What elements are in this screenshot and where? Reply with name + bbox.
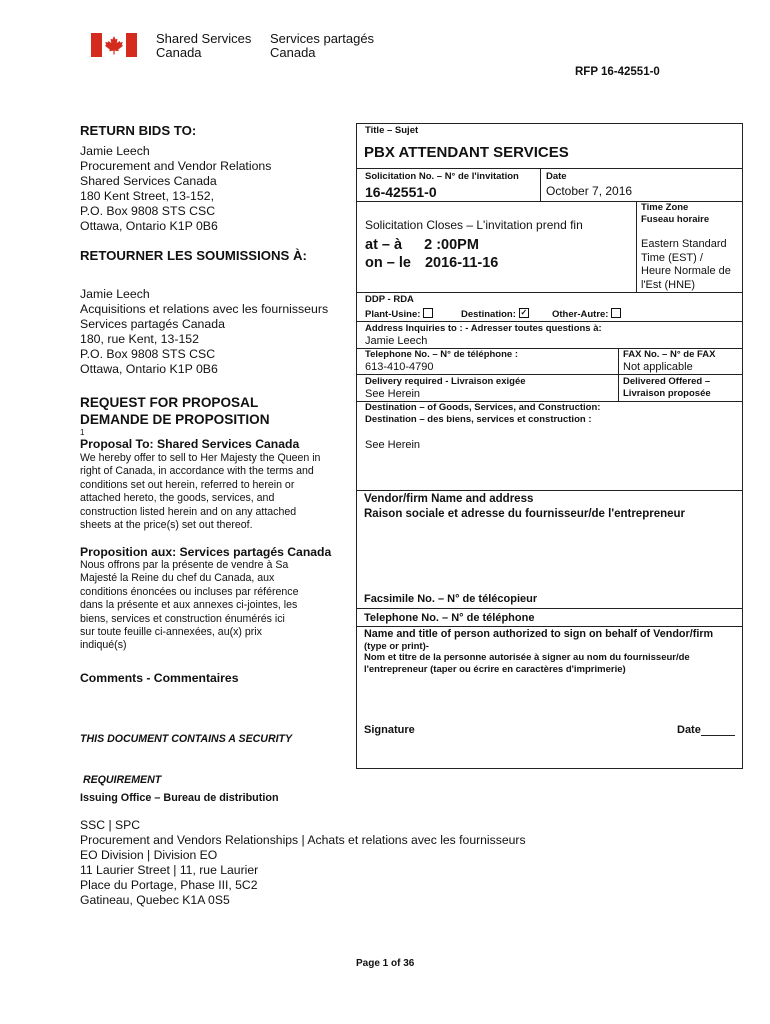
date-value: October 7, 2016: [546, 184, 633, 198]
delivered-offered-line: Livraison proposée: [623, 388, 711, 399]
closes-on-label: on – le: [365, 255, 411, 271]
closes-on: [365, 255, 498, 271]
address-line: 180 Kent Street, 13-152,: [80, 189, 214, 203]
telephone-value: 613-410-4790: [365, 361, 434, 373]
text-line: dans la présente et aux annexes ci-jointes, les: [80, 599, 298, 612]
text-line: indiqué(s): [80, 639, 127, 652]
security-line1: THIS DOCUMENT CONTAINS A SECURITY: [80, 733, 293, 745]
plant-usine-checkbox[interactable]: [423, 308, 433, 318]
text-line: Majesté la Reine du chef du Canada, aux: [80, 572, 275, 585]
plant-usine-option[interactable]: [365, 309, 433, 320]
delivered-offered-line: Delivered Offered –: [623, 376, 711, 387]
other-autre-option[interactable]: [552, 309, 621, 320]
date-sign-label: Date: [677, 724, 701, 736]
divider: [356, 374, 743, 375]
address-line: Shared Services Canada: [80, 174, 217, 188]
timezone-value: [641, 238, 731, 292]
vendor-name-label-fr: Raison sociale et adresse du fournisseur/de l'entrepreneur: [364, 508, 686, 520]
vendor-telephone-field[interactable]: [560, 609, 738, 625]
timezone-line: l'Est (HNE): [641, 278, 696, 291]
timezone-label-en: Time Zone: [641, 202, 689, 213]
small-marker: 1: [80, 428, 85, 437]
issuing-line: Procurement and Vendors Relationships | Achats et relations avec les fournisseurs: [80, 833, 526, 847]
issuing-line: SSC | SPC: [80, 818, 141, 832]
destination-checkbox[interactable]: ✓: [520, 308, 528, 318]
destination-option[interactable]: [461, 309, 529, 320]
title-label: Title – Sujet: [365, 125, 419, 136]
address-line: Acquisitions et relations avec les fournisseurs: [80, 302, 329, 316]
issuing-line: EO Division | Division EO: [80, 848, 218, 862]
other-autre-checkbox[interactable]: [611, 308, 621, 318]
timezone-line: Eastern Standard: [641, 238, 727, 250]
text-line: biens, services et construction énumérés ici: [80, 612, 285, 625]
text-line: construction listed herein and on any attached: [80, 505, 297, 518]
timezone-label-fr: Fuseau horaire: [641, 214, 710, 225]
comments-heading: Comments - Commentaires: [80, 671, 239, 685]
address-line: 180, rue Kent, 13-152: [80, 332, 199, 346]
issuing-line: 11 Laurier Street | 11, rue Laurier: [80, 863, 259, 877]
divider: [636, 201, 637, 292]
address-line: P.O. Box 9808 STS CSC: [80, 204, 216, 218]
closes-at-label: at – à: [365, 237, 403, 253]
ddp-label: DDP - RDA: [365, 294, 414, 305]
address-line: P.O. Box 9808 STS CSC: [80, 347, 216, 361]
issuing-line: Place du Portage, Phase III, 5C2: [80, 878, 258, 892]
org-name-fr-line2: Canada: [270, 45, 316, 60]
address-line: Ottawa, Ontario K1P 0B6: [80, 362, 218, 376]
divider: [540, 168, 541, 201]
text-line: attached hereto, the goods, services, and: [80, 492, 275, 505]
retourner-heading: RETOURNER LES SOUMISSIONS À:: [80, 248, 307, 263]
org-name-en-line1: Shared Services: [156, 31, 252, 46]
address-line: Jamie Leech: [80, 144, 150, 158]
text-line: conditions set out herein, referred to herein or: [80, 478, 295, 491]
vendor-name-label-en: Vendor/firm Name and address: [364, 493, 534, 505]
canada-flag-logo: [91, 33, 137, 57]
authorized-label-fr: [364, 652, 690, 676]
security-line2: REQUIREMENT: [80, 773, 162, 786]
page-number: Page 1 of 36: [356, 958, 415, 969]
closes-on-value: 2016-11-16: [424, 255, 499, 271]
issuing-office-address: [80, 818, 526, 908]
text-line: sur toute feuille ci-annexées, au(x) prix: [80, 626, 262, 639]
return-bids-heading: RETURN BIDS TO:: [80, 123, 197, 138]
address-line: Services partagés Canada: [80, 317, 225, 331]
address-line: Jamie Leech: [80, 287, 150, 301]
text-line: conditions énoncées ou incluses par référence: [80, 585, 299, 598]
proposal-to-heading: Proposal To: Shared Services Canada: [80, 437, 300, 451]
destination-goods-label: [365, 402, 600, 426]
divider: [356, 321, 743, 322]
proposition-heading: Proposition aux: Services partagés Canada: [80, 545, 332, 559]
divider: [356, 168, 743, 169]
fax-value: Not applicable: [623, 361, 693, 373]
timezone-line: Heure Normale de: [641, 265, 731, 277]
address-line: Procurement and Vendor Relations: [80, 159, 272, 173]
vendor-telephone-label: Telephone No. – N° de téléphone: [364, 612, 535, 624]
closes-label: Solicitation Closes – L'invitation prend fin: [365, 218, 583, 232]
issuing-office-heading: Issuing Office – Bureau de distribution: [80, 792, 279, 804]
destination-goods-line: Destination – des biens, services et construction :: [365, 414, 592, 425]
vendor-name-label: [364, 492, 685, 522]
signature-field[interactable]: [420, 718, 650, 738]
authorized-label-fr-line: l'entrepreneur (taper ou écrire en caractères d'imprimerie): [364, 664, 626, 675]
date-label: Date: [546, 171, 567, 182]
text-line: We hereby offer to sell to Her Majesty the Queen in: [80, 452, 321, 464]
divider: [356, 490, 743, 491]
timezone-line: Time (EST) /: [641, 251, 703, 264]
rfp-heading-en: REQUEST FOR PROPOSAL: [80, 395, 259, 410]
facsimile-label: Facsimile No. – N° de télécopieur: [364, 593, 538, 605]
org-name-fr-line1: Services partagés: [270, 31, 375, 46]
rfp-number: RFP 16-42551-0: [575, 66, 660, 78]
text-line: sheets at the price(s) set out thereof.: [80, 519, 253, 532]
address-line: Ottawa, Ontario K1P 0B6: [80, 219, 218, 233]
timezone-label: [641, 202, 709, 226]
fax-label: FAX No. – N° de FAX: [623, 349, 716, 360]
authorized-label-fr-line: Nom et titre de la personne autorisée à signer au nom du fournisseur/de: [364, 652, 690, 663]
destination-label: Destination:: [461, 309, 516, 320]
org-name-en: [156, 32, 251, 60]
org-name-en-line2: Canada: [156, 45, 202, 60]
authorized-label: Name and title of person authorized to sign on behalf of Vendor/firm: [364, 628, 714, 640]
destination-goods-value: See Herein: [365, 439, 421, 451]
vendor-name-field[interactable]: [360, 525, 738, 585]
text-line: right of Canada, in accordance with the terms and: [80, 465, 314, 478]
text-line: Nous offrons par la présente de vendre à Sa: [80, 559, 289, 571]
signature-label: Signature: [364, 724, 415, 736]
issuing-line: Gatineau, Quebec K1A 0S5: [80, 893, 230, 907]
closes-at-value: 2 :00PM: [424, 237, 479, 253]
address-inquiries-value: Jamie Leech: [365, 335, 428, 347]
delivered-offered-label: [623, 376, 711, 400]
org-name-fr: [270, 32, 374, 60]
divider: [356, 626, 743, 627]
divider: [356, 292, 743, 293]
rfp-heading-fr: DEMANDE DE PROPOSITION: [80, 412, 270, 427]
type-or-print: (type or print)-: [364, 641, 429, 652]
plant-usine-label: Plant-Usine:: [365, 309, 421, 320]
facsimile-field[interactable]: [560, 590, 738, 606]
authorized-name-field[interactable]: [360, 680, 738, 716]
address-inquiries-label: Address Inquiries to : - Adresser toutes questions à:: [365, 323, 602, 334]
security-notice: [80, 706, 292, 801]
other-autre-label: Other-Autre:: [552, 309, 609, 320]
title-value: PBX ATTENDANT SERVICES: [364, 144, 569, 161]
solicitation-no-value: 16-42551-0: [365, 184, 437, 200]
date-sign-line[interactable]: [701, 735, 735, 736]
rfp-heading: [80, 394, 270, 428]
telephone-label: Telephone No. – N° de téléphone :: [365, 349, 518, 360]
closes-at: [365, 237, 479, 253]
return-address: [80, 144, 271, 234]
delivery-required-label: Delivery required - Livraison exigée: [365, 376, 526, 387]
destination-goods-line: Destination – of Goods, Services, and Construction:: [365, 402, 601, 413]
retourner-address: [80, 287, 328, 377]
solicitation-no-label: Solicitation No. – N° de l'invitation: [365, 171, 519, 182]
delivery-required-value: See Herein: [365, 388, 421, 400]
proposal-to-text: [80, 452, 320, 532]
proposition-text: [80, 559, 299, 653]
